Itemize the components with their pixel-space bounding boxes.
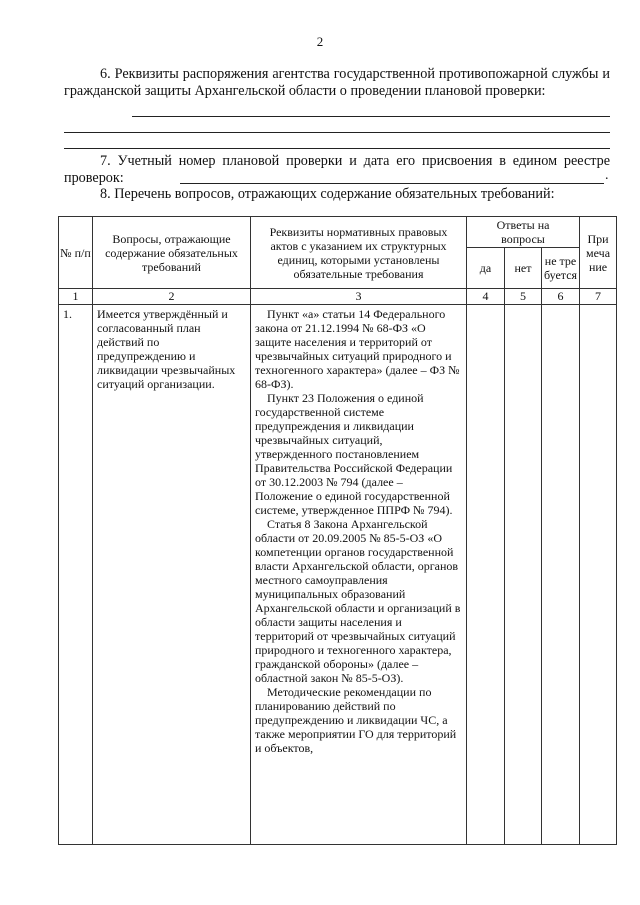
header-questions: Вопросы, отражающие содержание обязательных требований: [93, 217, 251, 289]
item-8-number: 8.: [100, 186, 111, 202]
row-1-number: 1.: [59, 305, 93, 845]
item-6-fill-line-2: [64, 132, 610, 133]
column-number-3: 3: [251, 289, 467, 305]
requisite-paragraph: Пункт 23 Положения о единой государственной системе предупреждения и ликвидации чрезвычайных ситуаций, утвержденного постановлением Правительства Российской Федерации от 30.12.2003 № 794 (далее – Положение о единой государственной системе, утвержденное ППРФ № 794).: [255, 391, 453, 517]
item-7-end-period: .: [605, 168, 609, 183]
row-1-note[interactable]: [580, 305, 617, 845]
item-7-number: 7.: [100, 153, 111, 169]
row-1-answer-yes[interactable]: [467, 305, 505, 845]
item-8-paragraph: [64, 186, 610, 203]
column-number-4: 4: [467, 289, 505, 305]
column-number-7: 7: [580, 289, 617, 305]
item-7-paragraph: [64, 153, 610, 187]
header-not-required: не тре буется: [542, 248, 580, 289]
header-answers: Ответы на вопросы: [467, 217, 580, 248]
requisite-paragraph: Пункт «а» статьи 14 Федерального закона от 21.12.1994 № 68-ФЗ «О защите населения и территорий от чрезвычайных ситуаций природного и техногенного характера» (далее – ФЗ № 68-ФЗ).: [255, 307, 460, 391]
header-yes: да: [467, 248, 505, 289]
column-number-5: 5: [505, 289, 542, 305]
item-7-text: Учетный номер плановой проверки и дата его присвоения в едином реестре проверок:: [64, 153, 611, 186]
item-6-text: Реквизиты распоряжения агентства государственной противопожарной службы и гражданской защиты Архангельской области о проведении плановой проверки:: [64, 66, 610, 99]
row-1-answer-not-required[interactable]: [542, 305, 580, 845]
column-number-2: 2: [93, 289, 251, 305]
requirements-table: [58, 216, 617, 845]
item-6-paragraph: [64, 66, 610, 100]
table-row: [59, 305, 617, 845]
item-6-fill-line-3: [64, 148, 610, 149]
header-note: При меча ние: [580, 217, 617, 289]
column-number-6: 6: [542, 289, 580, 305]
column-numbers-row: [59, 289, 617, 305]
item-6-number: 6.: [100, 66, 111, 82]
page-number: 2: [316, 34, 324, 49]
header-num: № п/п: [59, 217, 93, 289]
row-1-answer-no[interactable]: [505, 305, 542, 845]
item-8-text: Перечень вопросов, отражающих содержание обязательных требований:: [114, 186, 555, 202]
item-7-fill-line: [180, 183, 604, 184]
item-6-fill-line-1: [132, 116, 610, 117]
row-1-requisites: [251, 305, 467, 845]
header-no: нет: [505, 248, 542, 289]
row-1-question: Имеется утверждённый и согласованный план действий по предупреждению и ликвидации чрезвычайных ситуаций организации.: [93, 305, 251, 845]
column-number-1: 1: [59, 289, 93, 305]
requisite-paragraph: Методические рекомендации по планированию действий по предупреждению и ликвидации ЧС, а также мероприятии ГО для территорий и объектов,: [255, 685, 457, 755]
header-requisites: Реквизиты нормативных правовых актов с указанием их структурных единиц, которыми установлены обязательные требования: [251, 217, 467, 289]
requisite-paragraph: Статья 8 Закона Архангельской области от 20.09.2005 № 85-5-ОЗ «О компетенции органов государственной власти Архангельской области, органов местного самоуправления муниципальных образований Архангельской области и организаций в области защиты населения и территорий от чрезвычайных ситуаций природного и техногенного характера, гражданской обороны» (далее – областной закон № 85-5-ОЗ).: [255, 517, 461, 685]
table-header-row: [59, 217, 617, 248]
